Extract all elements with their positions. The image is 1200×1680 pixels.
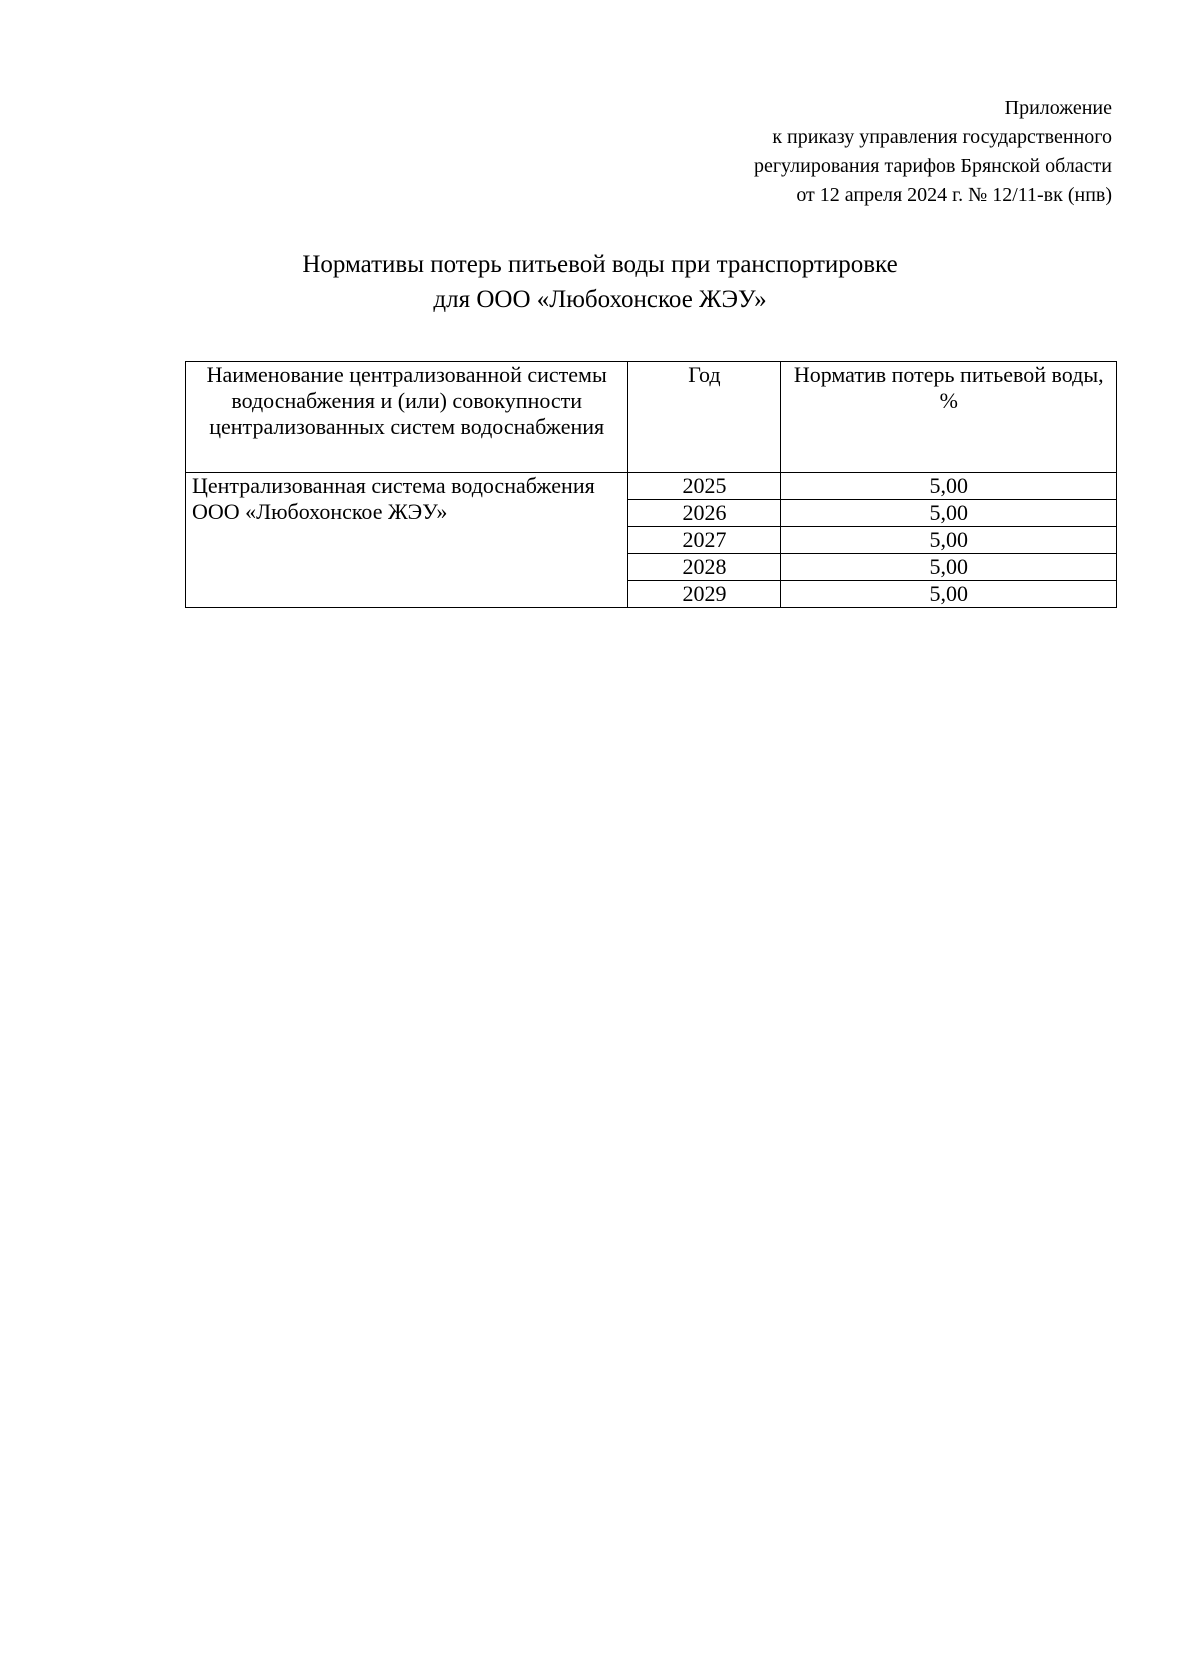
year-cell: 2028	[628, 554, 781, 581]
appendix-date-number: от 12 апреля 2024 г. № 12/11-вк (нпв)	[796, 184, 1112, 206]
appendix-label: Приложение	[1004, 97, 1112, 119]
norm-cell: 5,00	[781, 500, 1117, 527]
year-cell: 2029	[628, 581, 781, 608]
appendix-authority: регулирования тарифов Брянской области	[753, 155, 1112, 177]
header-system-name: Наименование централизованной системы водоснабжения и (или) совокупности централизованных систем водоснабжения	[186, 362, 628, 473]
norms-table	[185, 361, 1117, 608]
title-line-2: для ООО «Любохонское ЖЭУ»	[433, 286, 767, 313]
table-header-row	[186, 362, 1117, 473]
appendix-header	[592, 94, 1112, 210]
year-cell: 2025	[628, 473, 781, 500]
header-loss-norm: Норматив потерь питьевой воды, %	[781, 362, 1117, 473]
system-name-cell: Централизованная система водоснабжения ООО «Любохонское ЖЭУ»	[186, 473, 628, 608]
header-year: Год	[628, 362, 781, 473]
appendix-order-ref: к приказу управления государственного	[772, 126, 1112, 148]
document-title	[150, 247, 1050, 317]
norm-cell: 5,00	[781, 554, 1117, 581]
title-line-1: Нормативы потерь питьевой воды при транспортировке	[302, 251, 898, 278]
table-row	[186, 473, 1117, 500]
norm-cell: 5,00	[781, 527, 1117, 554]
norm-cell: 5,00	[781, 473, 1117, 500]
year-cell: 2027	[628, 527, 781, 554]
norm-cell: 5,00	[781, 581, 1117, 608]
year-cell: 2026	[628, 500, 781, 527]
